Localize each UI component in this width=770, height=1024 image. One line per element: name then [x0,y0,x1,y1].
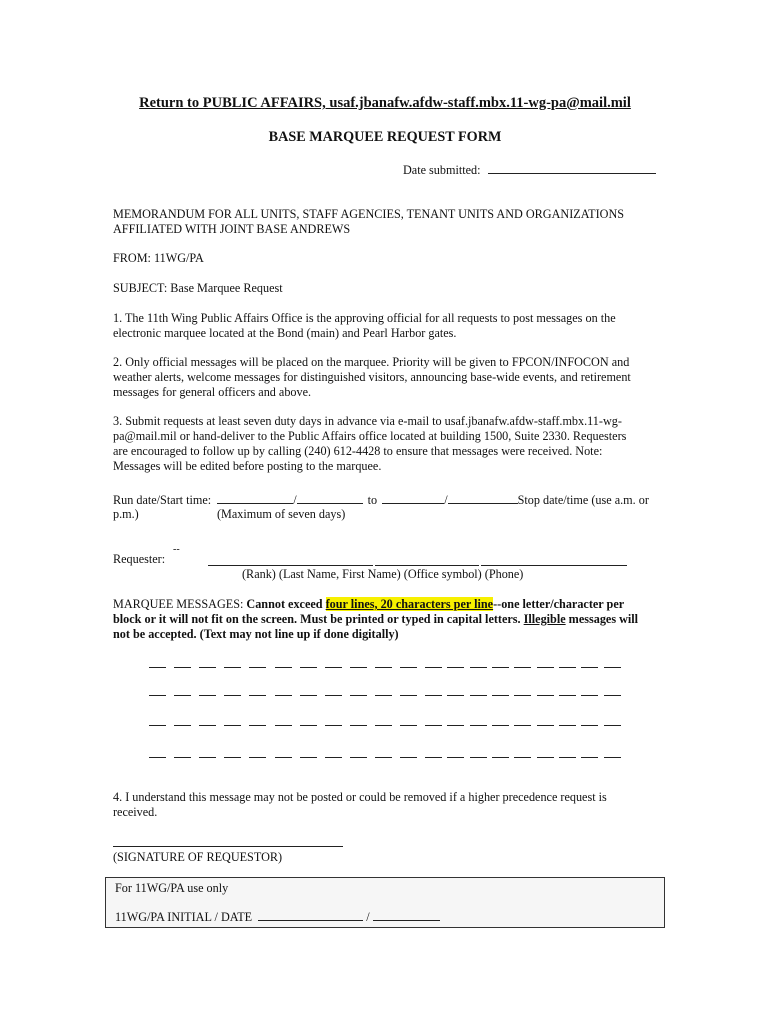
signature-field[interactable] [113,846,343,847]
marquee-char-block[interactable] [174,725,191,726]
start-date-field[interactable] [217,492,293,504]
marquee-char-block[interactable] [149,725,166,726]
marquee-char-block[interactable] [375,725,392,726]
requester-name-field[interactable] [208,565,373,566]
marquee-char-block[interactable] [300,725,317,726]
marquee-char-block[interactable] [174,667,191,668]
marquee-char-block[interactable] [425,725,442,726]
marquee-limit-text-2: --one letter/character per [493,597,625,611]
pa-use-only-box [105,877,665,928]
marquee-instructions-line-3: not be accepted. (Text may not line up if done digitally) [113,627,399,641]
requester-mark: -- [173,544,180,555]
from-line: FROM: 11WG/PA [113,251,204,265]
stop-date-label: Stop date/time (use a.m. or [517,493,649,507]
max-days-note: (Maximum of seven days) [217,507,346,521]
marquee-char-block[interactable] [325,757,342,758]
paragraph-4-line-1: 4. I understand this message may not be posted or could be removed if a higher precedence request is [113,790,607,804]
marquee-char-block[interactable] [149,667,166,668]
marquee-char-block[interactable] [492,725,509,726]
marquee-char-block[interactable] [447,667,464,668]
illegible-word: Illegible [523,612,566,626]
marquee-instructions-line-2 [113,612,638,627]
marquee-char-block[interactable] [537,667,554,668]
marquee-char-block[interactable] [350,667,367,668]
stop-date-field[interactable] [382,492,444,504]
marquee-char-block[interactable] [537,725,554,726]
marquee-char-block[interactable] [425,667,442,668]
marquee-label: MARQUEE MESSAGES: [113,597,247,611]
requester-label: Requester: [113,552,166,566]
pa-date-field[interactable] [373,909,440,921]
marquee-char-block[interactable] [559,725,576,726]
requester-phone-field[interactable] [481,565,627,566]
marquee-char-block[interactable] [604,725,621,726]
stop-time-field[interactable] [448,492,518,504]
marquee-char-block[interactable] [447,757,464,758]
marquee-char-block[interactable] [559,757,576,758]
marquee-char-block[interactable] [350,695,367,696]
paragraph-3-line-3: are encouraged to follow up by calling (240) 612-4428 to ensure that messages were received. Note: [113,444,603,458]
marquee-char-block[interactable] [300,667,317,668]
marquee-char-block[interactable] [400,695,417,696]
paragraph-2-line-1: 2. Only official messages will be placed on the marquee. Priority will be given to FPCON/INFOCON and [113,355,630,369]
marquee-char-block[interactable] [559,667,576,668]
marquee-instructions-line-1 [113,597,624,612]
paragraph-3-line-4: Messages will be edited before posting to the marquee. [113,459,382,473]
marquee-char-block[interactable] [249,757,266,758]
marquee-char-block[interactable] [199,757,216,758]
marquee-char-block[interactable] [470,667,487,668]
marquee-char-block[interactable] [199,695,216,696]
paragraph-1-line-2: electronic marquee located at the Bond (main) and Pearl Harbor gates. [113,326,457,340]
marquee-char-block[interactable] [149,757,166,758]
marquee-char-block[interactable] [492,695,509,696]
marquee-char-block[interactable] [604,667,621,668]
form-title: BASE MARQUEE REQUEST FORM [268,129,502,145]
marquee-char-block[interactable] [604,695,621,696]
paragraph-3-line-2: pa@mail.mil or hand-deliver to the Public Affairs office located at building 1500, Suite 2330. Requesters [113,429,627,443]
pm-note: p.m.) [113,507,139,521]
marquee-char-block[interactable] [559,695,576,696]
marquee-char-block[interactable] [199,725,216,726]
return-instruction: Return to PUBLIC AFFAIRS, usaf.jbanafw.afdw-staff.mbx.11-wg-pa@mail.mil [139,95,631,111]
marquee-char-block[interactable] [300,757,317,758]
marquee-char-block[interactable] [514,725,531,726]
marquee-char-block[interactable] [447,725,464,726]
marquee-char-block[interactable] [537,757,554,758]
date-separator: / [444,493,448,507]
marquee-char-block[interactable] [581,695,598,696]
pa-initial-field[interactable] [258,909,363,921]
marquee-char-block[interactable] [325,695,342,696]
pa-initial-label: 11WG/PA INITIAL / DATE [115,910,253,924]
marquee-char-block[interactable] [249,667,266,668]
marquee-char-block[interactable] [514,695,531,696]
marquee-char-block[interactable] [249,695,266,696]
date-submitted-field[interactable] [488,162,656,174]
marquee-char-block[interactable] [350,757,367,758]
marquee-caps-note: block or it will not fit on the screen. Must be printed or typed in capital letters. [113,612,524,626]
marquee-char-block[interactable] [492,757,509,758]
marquee-char-block[interactable] [581,757,598,758]
marquee-char-block[interactable] [581,667,598,668]
marquee-char-block[interactable] [174,695,191,696]
marquee-char-block[interactable] [581,725,598,726]
paragraph-2-line-2: weather alerts, welcome messages for distinguished visitors, announcing base-wide events, and retirement [113,370,631,384]
marquee-char-block[interactable] [470,725,487,726]
marquee-char-block[interactable] [425,695,442,696]
subject-line: SUBJECT: Base Marquee Request [113,281,283,295]
marquee-limit-text: Cannot exceed [246,597,326,611]
requester-office-field[interactable] [375,565,479,566]
marquee-char-block[interactable] [514,667,531,668]
marquee-char-block[interactable] [400,667,417,668]
marquee-char-block[interactable] [375,757,392,758]
paragraph-2-line-3: messages for general officers and above. [113,385,312,399]
marquee-char-block[interactable] [249,725,266,726]
pa-use-only-label: For 11WG/PA use only [115,881,229,895]
marquee-char-block[interactable] [375,695,392,696]
marquee-char-block[interactable] [224,757,241,758]
marquee-highlight: four lines, 20 characters per line [325,597,494,611]
marquee-char-block[interactable] [537,695,554,696]
marquee-char-block[interactable] [470,757,487,758]
date-submitted-label: Date submitted: [403,163,481,177]
paragraph-4-line-2: received. [113,805,158,819]
marquee-char-block[interactable] [375,667,392,668]
marquee-char-block[interactable] [275,695,292,696]
pa-separator: / [366,910,370,924]
date-submitted-row [403,162,656,178]
marquee-char-block[interactable] [400,757,417,758]
marquee-char-block[interactable] [492,667,509,668]
to-label: to [367,493,378,507]
run-date-row [113,492,649,508]
marquee-char-block[interactable] [325,725,342,726]
marquee-char-block[interactable] [224,725,241,726]
marquee-char-block[interactable] [275,725,292,726]
memo-line-1: MEMORANDUM FOR ALL UNITS, STAFF AGENCIES, TENANT UNITS AND ORGANIZATIONS [113,207,625,221]
marquee-char-block[interactable] [447,695,464,696]
marquee-char-block[interactable] [224,695,241,696]
date-separator: / [293,493,297,507]
signature-label: (SIGNATURE OF REQUESTOR) [113,850,283,864]
run-date-label: Run date/Start time: [113,493,212,507]
marquee-char-block[interactable] [149,695,166,696]
marquee-char-block[interactable] [425,757,442,758]
marquee-char-block[interactable] [275,667,292,668]
start-time-field[interactable] [297,492,363,504]
pa-initial-row [115,909,440,925]
requester-fields-caption: (Rank) (Last Name, First Name) (Office symbol) (Phone) [242,567,524,581]
marquee-char-block[interactable] [275,757,292,758]
marquee-char-block[interactable] [514,757,531,758]
marquee-char-block[interactable] [325,667,342,668]
marquee-char-block[interactable] [350,725,367,726]
marquee-caps-note-end: messages will [565,612,639,626]
memo-line-2: AFFILIATED WITH JOINT BASE ANDREWS [113,222,351,236]
paragraph-1-line-1: 1. The 11th Wing Public Affairs Office is the approving official for all requests to post messages on the [113,311,616,325]
marquee-char-block[interactable] [300,695,317,696]
paragraph-3-line-1: 3. Submit requests at least seven duty days in advance via e-mail to usaf.jbanafw.afdw-staff.mbx.11-wg- [113,414,622,428]
marquee-char-block[interactable] [174,757,191,758]
marquee-char-block[interactable] [400,725,417,726]
marquee-char-block[interactable] [199,667,216,668]
marquee-char-block[interactable] [604,757,621,758]
marquee-char-block[interactable] [224,667,241,668]
marquee-char-block[interactable] [470,695,487,696]
